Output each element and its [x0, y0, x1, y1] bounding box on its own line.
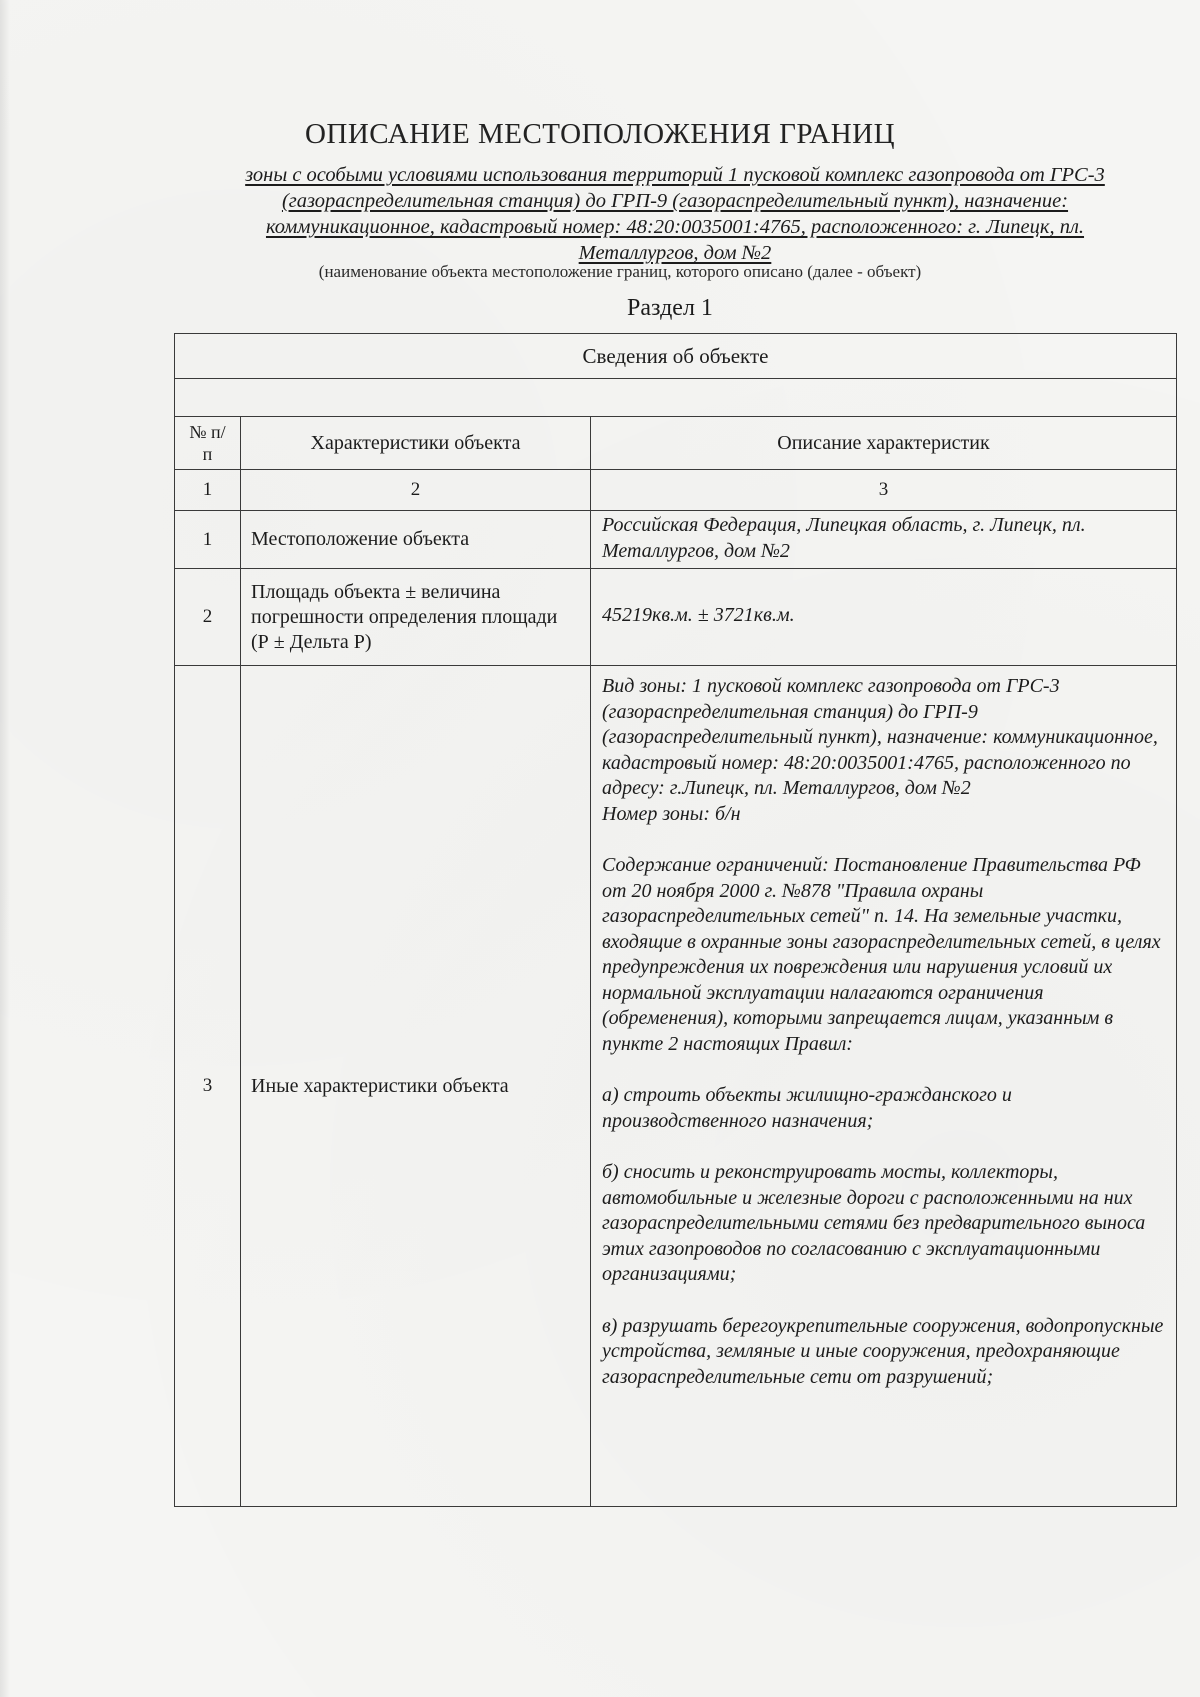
restriction-c-paragraph: в) разрушать берегоукрепительные сооружения, водопропускные устройства, земляные и иные сооружения, предохраняющие газораспределительные сети от разрушений; — [602, 1314, 1164, 1388]
section-heading: Раздел 1 — [627, 295, 713, 321]
table-header-row — [175, 334, 1177, 379]
column-header-num-text: № п/п — [189, 422, 226, 464]
object-name-line-4: Металлургов, дом №2 — [578, 242, 772, 264]
table-row — [175, 511, 1177, 569]
column-number-1: 1 — [175, 470, 241, 511]
row-number: 1 — [175, 511, 241, 569]
paragraph-gap — [602, 1288, 1166, 1314]
object-info-table — [174, 333, 1177, 1507]
object-name-caption: (наименование объекта местоположение границ, которого описано (далее - объект) — [318, 262, 922, 281]
table-empty-cell — [175, 379, 1177, 417]
table-header: Сведения об объекте — [175, 334, 1177, 379]
column-number-3: 3 — [591, 470, 1177, 511]
restriction-b-paragraph: б) сносить и реконструировать мосты, коллекторы, автомобильные и железные дороги с расположенными на них газораспределительными сетями без предварительного выноса этих газопроводов по согласованию с эксплуатационными организациями; — [602, 1161, 1146, 1285]
table-empty-row — [175, 379, 1177, 417]
row-characteristic: Иные характеристики объекта — [241, 666, 591, 1507]
row-characteristic: Местоположение объекта — [241, 511, 591, 569]
row-description: Российская Федерация, Липецкая область, г. Липецк, пл. Металлургов, дом №2 — [591, 511, 1177, 569]
row-description: 45219кв.м. ± 3721кв.м. — [591, 569, 1177, 666]
row-description — [591, 666, 1177, 1507]
zone-type-paragraph: Вид зоны: 1 пусковой комплекс газопровода от ГРС-3 (газораспределительная станция) до ГРП-9 (газораспределительный пункт), назначение: коммуникационное, кадастровый номер: 48:20:0035001:4765, расположенного по адресу: г.Липецк, пл. Металлургов, дом №2 — [602, 675, 1158, 799]
paragraph-gap — [602, 1057, 1166, 1083]
object-name-line-1: зоны с особыми условиями использования территорий 1 пусковой комплекс газопровода от ГРС-3 — [245, 164, 1105, 186]
zone-number-paragraph: Номер зоны: б/н — [602, 802, 741, 825]
column-header-row — [175, 417, 1177, 470]
column-number-2: 2 — [241, 470, 591, 511]
column-header-num — [175, 417, 241, 470]
table-row — [175, 569, 1177, 666]
row-number: 3 — [175, 666, 241, 1507]
restriction-a-paragraph: а) строить объекты жилищно-гражданского и производственного назначения; — [602, 1084, 1012, 1132]
object-name-line-3: коммуникационное, кадастровый номер: 48:20:0035001:4765, расположенного: г. Липецк, пл. — [265, 216, 1085, 238]
page-edge-shadow — [0, 0, 10, 1697]
object-name — [200, 162, 1150, 266]
object-name-line-2: (газораспределительная станция) до ГРП-9 (газораспределительный пункт), назначение: — [281, 190, 1069, 212]
document-title: ОПИСАНИЕ МЕСТОПОЛОЖЕНИЯ ГРАНИЦ — [304, 118, 896, 150]
column-header-description: Описание характеристик — [591, 417, 1177, 470]
column-number-row — [175, 470, 1177, 511]
row-characteristic: Площадь объекта ± величина погрешности определения площади (Р ± Дельта Р) — [241, 569, 591, 666]
column-header-characteristic: Характеристики объекта — [241, 417, 591, 470]
row-number: 2 — [175, 569, 241, 666]
paragraph-gap — [602, 1134, 1166, 1160]
table-row — [175, 666, 1177, 1507]
restrictions-paragraph: Содержание ограничений: Постановление Правительства РФ от 20 ноября 2000 г. №878 "Правила охраны газораспределительных сетей" п. 14. На земельные участки, входящие в охранные зоны газораспределительных сетей, в целях предупреждения их повреждения или нарушения условий их нормальной эксплуатации налагаются ограничения (обременения), которыми запрещается лицам, указанным в пункте 2 настоящих Правил: — [602, 854, 1161, 1055]
paragraph-gap — [602, 827, 1166, 853]
